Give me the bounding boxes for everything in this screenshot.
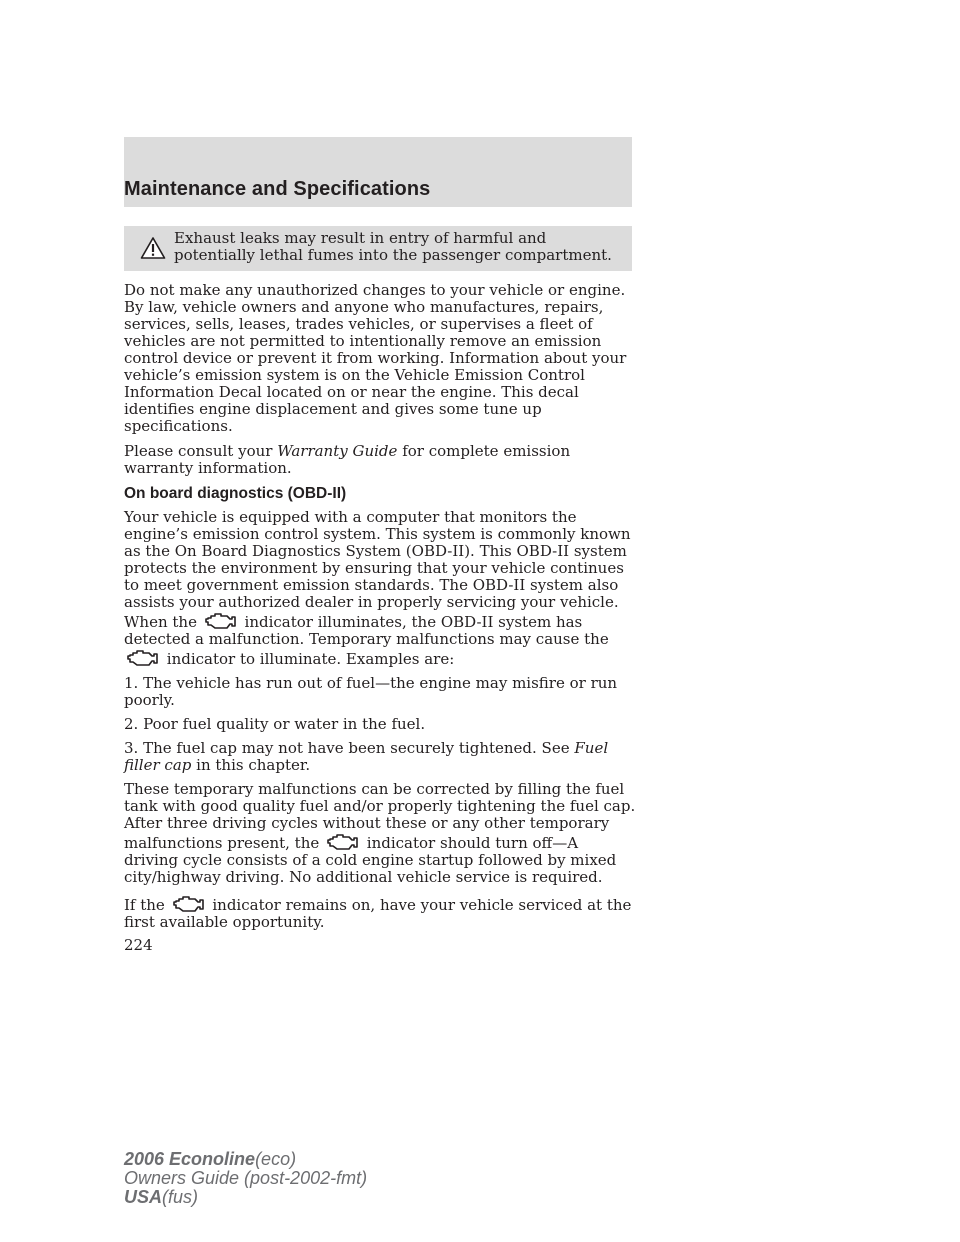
warranty-paragraph bbox=[124, 443, 636, 477]
check-engine-icon bbox=[172, 894, 206, 914]
check-engine-icon bbox=[204, 611, 238, 631]
obd-paragraph bbox=[124, 509, 636, 668]
para4-text-start: If the bbox=[124, 896, 165, 914]
indicator-remains-on-paragraph bbox=[124, 894, 636, 931]
temporary-malfunction-paragraph bbox=[124, 781, 636, 886]
warning-triangle-icon bbox=[140, 236, 166, 260]
footer-market: USA bbox=[124, 1187, 163, 1207]
footer-line-3 bbox=[124, 1188, 367, 1207]
warning-box bbox=[124, 226, 632, 271]
footer-line-2: Owners Guide (post-2002-fmt) bbox=[124, 1168, 368, 1188]
para3-text-end: indicator should turn off—A driving cycle consists of a cold engine startup followed by mixed city/highway driving. No additional vehicle service is required. bbox=[124, 834, 617, 886]
list-item: 2. Poor fuel quality or water in the fuel. bbox=[124, 715, 426, 733]
page-number: 224 bbox=[124, 936, 153, 954]
footer-model: 2006 Econoline bbox=[124, 1149, 256, 1169]
obd-text-2: indicator illuminates, the OBD-II system has detected a malfunction. Temporary malfunctions may cause the bbox=[124, 613, 609, 648]
warranty-guide-reference: Warranty Guide bbox=[277, 442, 398, 460]
footer-line-1 bbox=[124, 1150, 367, 1169]
footer-model-code: (eco) bbox=[255, 1149, 297, 1169]
footer-market-code: (fus) bbox=[162, 1187, 199, 1207]
body-content bbox=[124, 282, 636, 939]
emission-paragraph: Do not make any unauthorized changes to your vehicle or engine. By law, vehicle owners and anyone who manufactures, repairs, services, sells, leases, trades vehicles, or supervises a fleet of vehicles are not permitted to intentionally remove an emission control device or prevent it from working. Information about your vehicle’s emission system is on the Vehicle Emission Control Information Decal located on or near the engine. This decal identifies engine displacement and gives some tune up specifications. bbox=[124, 281, 627, 435]
para4-text-end: indicator remains on, have your vehicle serviced at the first available opportunity. bbox=[124, 896, 632, 931]
obd-text-1: Your vehicle is equipped with a computer that monitors the engine’s emission control system. This system is commonly known as the On Board Diagnostics System (OBD-II). This OBD-II system protects the environment by ensuring that your vehicle continues to meet government emission standards. The OBD-II system also assists your authorized dealer in properly servicing your vehicle. When the bbox=[124, 508, 631, 631]
page-title: Maintenance and Specifications bbox=[124, 178, 431, 200]
fuel-filler-cap-reference: Fuel filler cap bbox=[124, 739, 609, 774]
obd-text-3: indicator to illuminate. Examples are: bbox=[166, 650, 455, 668]
obd-heading: On board diagnostics (OBD-II) bbox=[124, 485, 347, 502]
warranty-text-end: for complete emission warranty information. bbox=[124, 442, 571, 477]
warranty-text-start: Please consult your bbox=[124, 442, 273, 460]
warning-text: Exhaust leaks may result in entry of harmful and potentially lethal fumes into the passenger compartment. bbox=[174, 229, 612, 264]
item3-text-start: 3. The fuel cap may not have been securely tightened. See bbox=[124, 739, 570, 757]
list-item bbox=[124, 740, 636, 774]
check-engine-icon bbox=[326, 832, 360, 852]
item3-text-end: in this chapter. bbox=[196, 756, 311, 774]
document-footer bbox=[124, 1150, 367, 1207]
list-item: 1. The vehicle has run out of fuel—the engine may misfire or run poorly. bbox=[124, 674, 618, 709]
para3-text-start: These temporary malfunctions can be corrected by filling the fuel tank with good quality fuel and/or properly tightening the fuel cap. After three driving cycles without these or any other temporary malfunctions present, the bbox=[124, 780, 636, 852]
check-engine-icon bbox=[126, 648, 160, 668]
